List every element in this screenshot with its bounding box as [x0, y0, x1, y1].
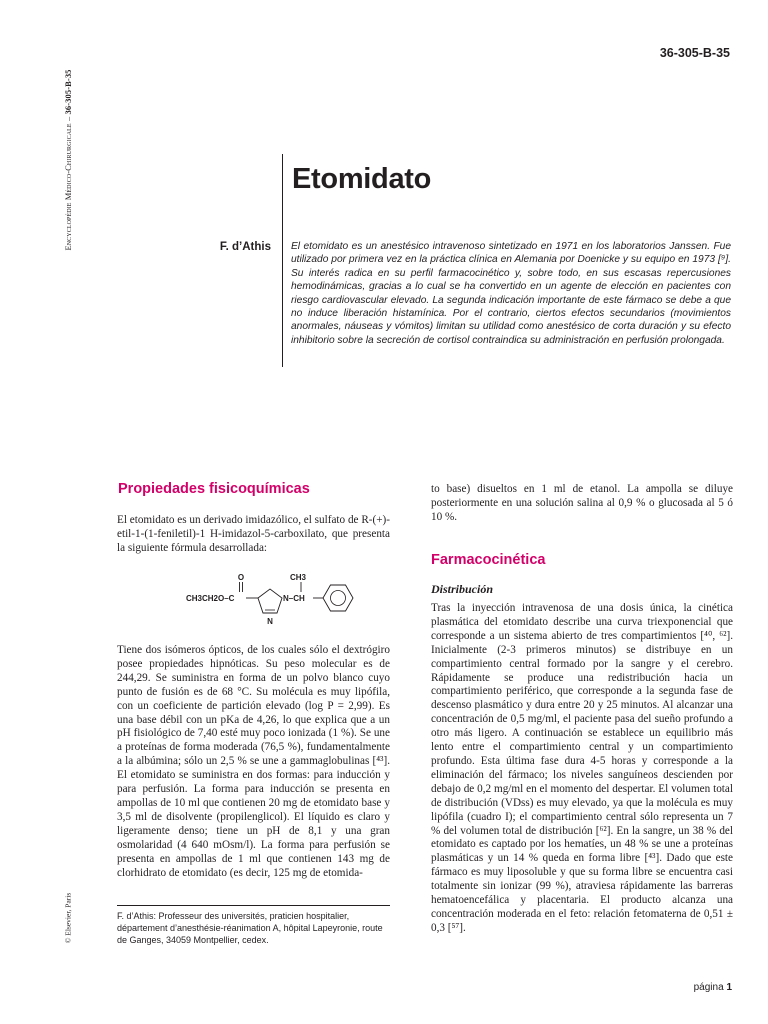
copyright-notice: © Elsevier, Paris	[63, 892, 73, 944]
page-number	[694, 982, 732, 993]
formula-methyl: CH3	[290, 573, 307, 582]
formula-ring-nitrogen: N	[267, 617, 273, 626]
etomidate-structural-formula	[186, 568, 356, 628]
subheading-distribution: Distribución	[431, 582, 494, 596]
section-heading-pharmacokinetics: Farmacocinética	[431, 552, 546, 568]
side-reference: 36-305-B-35	[63, 69, 73, 115]
formula-imidazole-ring	[258, 589, 282, 613]
formula-amine-group: N–CH	[283, 594, 305, 603]
formula-ester-group: CH3CH2O–C	[186, 594, 235, 603]
side-journal-name: Encyclopédie Médico-Chirurgicale	[63, 123, 73, 251]
formula-aromatic-circle	[331, 591, 346, 606]
footnote-rule	[117, 905, 390, 906]
properties-paragraph-2: Tiene dos isómeros ópticos, de los cuales sólo el dextrógiro posee propiedades hipnóticas. Su peso molecular es de 244,29. Se suministra en forma de un polvo blanco cuyo punto de fusión es de 68 °C. Su molécula es muy lipófila, con un coeficiente de partición elevado (log P = 2,99). Es una base débil con un pKa de 4,26, lo que explica que a un pH fisiológico de 7,40 esté muy poco ionizada (1 %). Se une a proteínas de forma moderada (76,5 %), fundamentalmente a la albúmina; sólo un 2,5 % se une a gammaglobulinas [⁴³]. El etomidato se suministra en dos formas: para inducción y para perfusión. La forma para inducción se presenta en ampollas de 10 ml que contienen 20 mg de etomidato base y 3,5 ml de disolvente (propilenglicol). El líquido es claro y ligeramente denso; tiene un pH de 8,1 y una gran osmolaridad (4 640 mOsm/l). La forma para perfusión se presenta en ampollas de 1 ml que contienen 143 mg de clorhidrato de etomidato (es decir, 125 mg de etomida-	[117, 644, 390, 879]
side-running-title	[63, 69, 73, 250]
page-number-value: 1	[726, 982, 732, 993]
formula-oxygen: O	[237, 573, 245, 582]
side-separator: –	[63, 114, 73, 122]
page-label: página	[693, 982, 724, 993]
formula-benzene-ring	[323, 585, 353, 611]
article-title: Etomidato	[292, 163, 432, 195]
author-footnote: F. d’Athis: Professeur des universités, praticien hospitalier, département d’anesthésie-réanimation A, hôpital Lapeyronie, route de Ganges, 34059 Montpellier, cedex.	[117, 911, 383, 945]
reference-code: 36-305-B-35	[659, 46, 730, 60]
author-name: F. d’Athis	[219, 241, 271, 253]
properties-continuation: to base) disueltos en 1 ml de etanol. La ampolla se diluye posteriormente en una solución salina al 0,9 % o glucosada al 5 ó 10 %.	[431, 483, 733, 523]
distribution-paragraph: Tras la inyección intravenosa de una dosis única, la cinética plasmática del etomidato describe una curva triexponencial que corresponde a un sistema abierto de tres compartimientos [⁴⁰, ⁶²]. Inicialmente (2-3 primeros minutos) se distribuye en un compartimiento central formado por la sangre y el cerebro. Rápidamente se produce una redistribución hacia un compartimiento periférico, que corresponde a la segunda fase de descenso plasmático y dura entre 20 y 25 minutos. Al alcanzar una concentración de 0,5 mg/ml, el paciente pasa del sueño profundo a otro más ligero. A continuación se establece un equilibrio más lento entre el compartimiento central y un compartimiento profundo. Esta última fase dura 4-5 horas y corresponde a la eliminación del fármaco; los niveles sanguíneos descienden por debajo de 0,2 mg/ml en el momento del despertar. El volumen total de distribución (VDss) es muy elevado, ya que la molécula es muy lipófila (cuadro I); el compartimiento central sólo representa un 7 % del volumen total de distribución [⁶²]. En la sangre, un 38 % del etomidato es captado por los hematíes, un 48 % se une a proteínas plasmáticas y un 14 % queda en forma libre [⁴³]. Dado que este fármaco es muy liposoluble y que su forma libre se encuentra casi totalmente sin ionizar (99 %), atraviesa rápidamente las barreras hematoencefálica y placentaria. El producto alcanza una concentración moderada en el feto: relación fetomaterna de 0,51 ± 0,3 [⁵⁷].	[431, 602, 733, 934]
section-heading-properties: Propiedades fisicoquímicas	[118, 481, 310, 497]
title-divider	[282, 154, 283, 367]
properties-paragraph-1: El etomidato es un derivado imidazólico, el sulfato de R-(+)-etil-1-(1-feniletil)-1 H-imidazol-5-carboxilato, que presenta la siguiente fórmula desarrollada:	[117, 514, 390, 554]
abstract: El etomidato es un anestésico intravenoso sintetizado en 1971 en los laboratorios Janssen. Fue utilizado por primera vez en la práctica clínica en Alemania por Doenicke y su equipo en 1973 [⁹]. Su interés radica en su perfil farmacocinético y, sobre todo, en sus escasas repercusiones hemodinámicas, gracias a lo cual se ha convertido en un agente de elección en pacientes con riesgo cardiovascular elevado. La segunda indicación importante de este fármaco se debe a que no induce liberación histamínica. Por el contrario, ciertos efectos secundarios (movimientos anormales, náuseas y vómitos) limitan su utilidad como anestésico de corta duración y su efecto inhibitorio sobre la secreción de cortisol contraindica su administración en perfusión prolongada.	[291, 241, 731, 346]
